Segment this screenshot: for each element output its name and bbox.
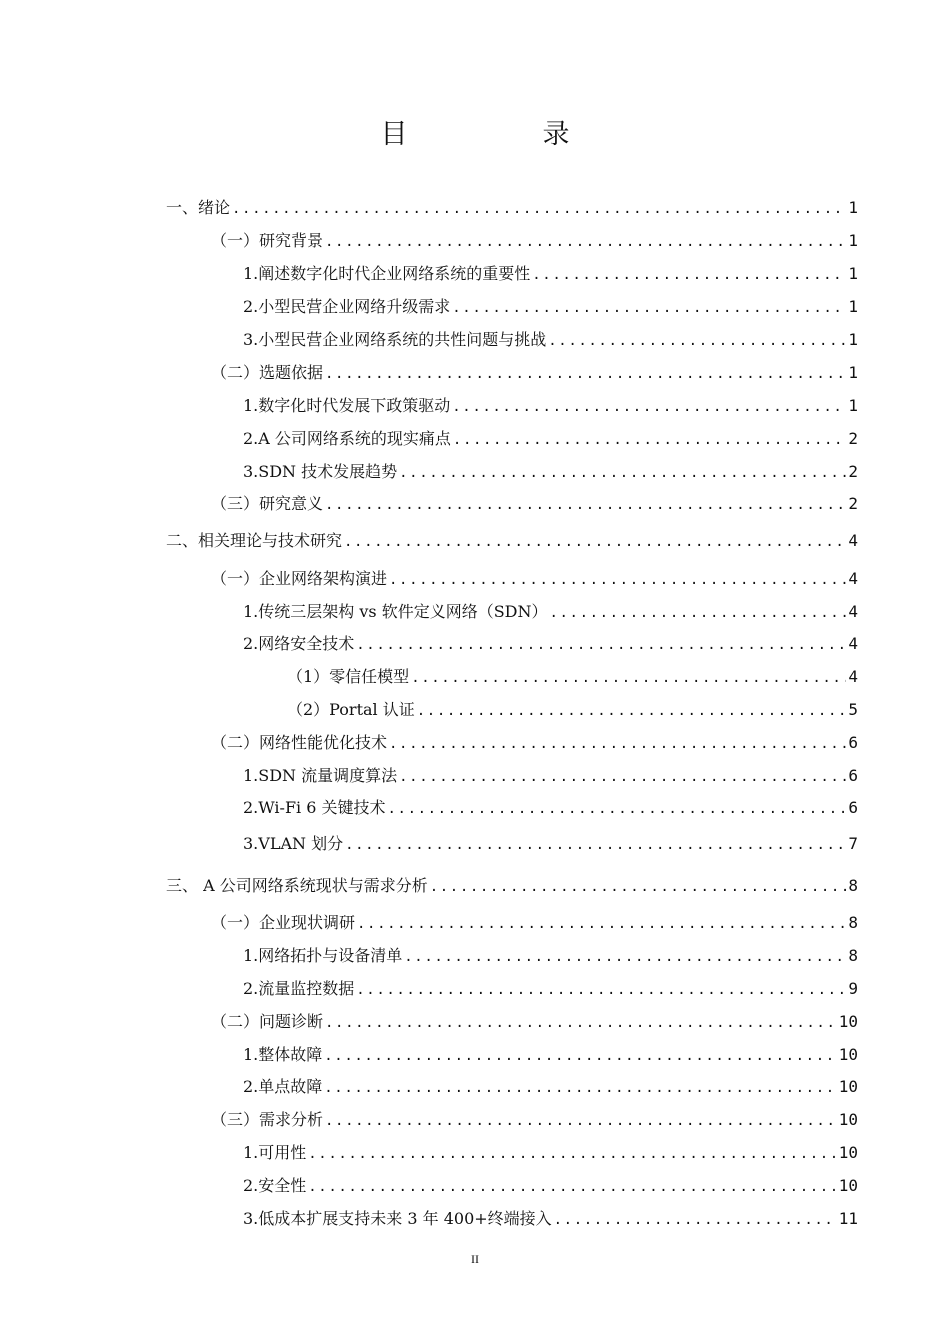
toc-entry-page: 8: [848, 913, 858, 932]
toc-entry[interactable]: [211, 1110, 858, 1131]
toc-entry-page: 1: [848, 297, 858, 316]
toc-entry[interactable]: [243, 1143, 858, 1164]
toc-entry[interactable]: [243, 396, 858, 417]
toc-entry-title: （一）企业网络架构演进: [211, 569, 388, 588]
page-title: 目 录: [380, 119, 624, 150]
toc-entry[interactable]: [166, 876, 858, 897]
toc-leader-dots: [344, 532, 846, 552]
toc-entry-title: （三）需求分析: [211, 1110, 324, 1129]
toc-entry-title: 1.SDN 流量调度算法: [243, 766, 398, 785]
toc-leader-dots: [399, 767, 846, 787]
toc-entry-page: 4: [848, 531, 858, 550]
toc-entry-page: 10: [838, 1012, 858, 1031]
toc-entry-title: （2）Portal 认证: [287, 700, 415, 719]
toc-entry[interactable]: [243, 462, 858, 483]
toc-entry-page: 10: [838, 1110, 858, 1129]
toc-entry[interactable]: [166, 198, 858, 219]
toc-entry[interactable]: [243, 1176, 858, 1197]
toc-entry[interactable]: [243, 297, 858, 318]
toc-entry-title: （三）研究意义: [211, 494, 324, 513]
toc-entry[interactable]: [243, 1045, 858, 1066]
toc-leader-dots: [308, 1177, 836, 1197]
toc-entry-page: 10: [838, 1077, 858, 1096]
toc-leader-dots: [324, 1078, 836, 1098]
toc-entry[interactable]: [287, 667, 858, 688]
toc-leader-dots: [324, 1046, 836, 1066]
toc-entry-page: 10: [838, 1045, 858, 1064]
toc-entry-title: 2.A 公司网络系统的现实痛点: [243, 429, 451, 448]
toc-entry[interactable]: [243, 330, 858, 351]
page-number-footer: II: [471, 1252, 479, 1266]
toc-entry[interactable]: [211, 913, 858, 934]
toc-leader-dots: [325, 495, 846, 515]
toc-entry-page: 8: [848, 876, 858, 895]
toc-entry-title: 1.网络拓扑与设备清单: [243, 946, 403, 965]
toc-leader-dots: [357, 914, 846, 934]
toc-entry[interactable]: [211, 363, 858, 384]
toc-entry-title: （二）问题诊断: [211, 1012, 324, 1031]
toc-entry-title: （一）研究背景: [211, 231, 324, 250]
toc-entry-page: 4: [848, 634, 858, 653]
toc-leader-dots: [430, 877, 847, 897]
toc-entry-page: 10: [838, 1176, 858, 1195]
toc-entry[interactable]: [243, 634, 858, 655]
toc-leader-dots: [399, 463, 846, 483]
toc-entry-title: 三、 A 公司网络系统现状与需求分析: [166, 876, 428, 895]
toc-entry[interactable]: [243, 979, 858, 1000]
toc-entry[interactable]: [243, 946, 858, 967]
toc-entry-page: 1: [848, 264, 858, 283]
toc-leader-dots: [554, 1210, 837, 1230]
toc-entry[interactable]: [243, 602, 858, 623]
toc-entry-page: 6: [848, 798, 858, 817]
toc-entry-title: 3.SDN 技术发展趋势: [243, 462, 398, 481]
toc-entry-page: 11: [838, 1209, 858, 1228]
toc-entry-page: 4: [848, 602, 858, 621]
toc-leader-dots: [417, 701, 847, 721]
toc-leader-dots: [452, 298, 846, 318]
toc-entry[interactable]: [243, 1209, 858, 1230]
toc-entry[interactable]: [287, 700, 858, 721]
toc-entry-title: 一、绪论: [166, 198, 231, 217]
toc-entry-page: 6: [848, 733, 858, 752]
toc-leader-dots: [232, 199, 846, 219]
toc-entry[interactable]: [243, 1077, 858, 1098]
toc-entry[interactable]: [211, 569, 858, 590]
toc-entry-title: 1.数字化时代发展下政策驱动: [243, 396, 451, 415]
toc-entry-page: 1: [848, 363, 858, 382]
toc-entry-title: 3.VLAN 划分: [243, 834, 344, 853]
toc-entry-title: 1.可用性: [243, 1143, 307, 1162]
toc-entry[interactable]: [166, 531, 858, 552]
toc-entry-title: （二）网络性能优化技术: [211, 733, 388, 752]
toc-leader-dots: [325, 232, 846, 252]
toc-entry-title: （一）企业现状调研: [211, 913, 356, 932]
toc-entry-page: 2: [848, 429, 858, 448]
toc-leader-dots: [411, 668, 846, 688]
toc-entry[interactable]: [211, 231, 858, 252]
toc-entry-title: 1.传统三层架构 vs 软件定义网络（SDN）: [243, 602, 548, 621]
toc-entry-page: 1: [848, 231, 858, 250]
toc-leader-dots: [549, 603, 846, 623]
toc-entry-title: 2.流量监控数据: [243, 979, 355, 998]
toc-entry-title: 二、相关理论与技术研究: [166, 531, 343, 550]
toc-entry-page: 4: [848, 667, 858, 686]
toc-entry-page: 2: [848, 494, 858, 513]
toc-entry-page: 4: [848, 569, 858, 588]
toc-entry-title: 2.小型民营企业网络升级需求: [243, 297, 451, 316]
toc-entry-page: 1: [848, 198, 858, 217]
toc-entry-title: 2.单点故障: [243, 1077, 323, 1096]
toc-entry[interactable]: [243, 429, 858, 450]
toc-leader-dots: [356, 635, 846, 655]
toc-leader-dots: [389, 570, 846, 590]
toc-entry-page: 5: [848, 700, 858, 719]
toc-entry[interactable]: [211, 733, 858, 754]
toc-entry-page: 8: [848, 946, 858, 965]
toc-leader-dots: [325, 1013, 837, 1033]
toc-entry-title: 1.阐述数字化时代企业网络系统的重要性: [243, 264, 531, 283]
toc-entry-page: 9: [848, 979, 858, 998]
toc-entry-title: （1）零信任模型: [287, 667, 410, 686]
toc-entry-page: 10: [838, 1143, 858, 1162]
toc-entry[interactable]: [243, 264, 858, 285]
toc-entry[interactable]: [243, 834, 858, 855]
toc-entry-page: 2: [848, 462, 858, 481]
toc-entry-page: 1: [848, 396, 858, 415]
toc-entry-title: 2.安全性: [243, 1176, 307, 1195]
toc-entry[interactable]: [243, 798, 858, 819]
toc-entry[interactable]: [211, 1012, 858, 1033]
toc-leader-dots: [345, 835, 846, 855]
toc-leader-dots: [308, 1144, 836, 1164]
toc-leader-dots: [452, 397, 846, 417]
toc-entry-page: 7: [848, 834, 858, 853]
toc-entry-title: 3.低成本扩展支持未来 3 年 400+终端接入: [243, 1209, 552, 1228]
toc-entry-page: 6: [848, 766, 858, 785]
toc-leader-dots: [548, 331, 846, 351]
toc-entry-title: 3.小型民营企业网络系统的共性问题与挑战: [243, 330, 547, 349]
toc-leader-dots: [389, 734, 846, 754]
toc-entry[interactable]: [243, 766, 858, 787]
toc-entry[interactable]: [211, 494, 858, 515]
toc-entry-title: 2.Wi-Fi 6 关键技术: [243, 798, 386, 817]
toc-entry-title: 1.整体故障: [243, 1045, 323, 1064]
toc-leader-dots: [453, 430, 846, 450]
toc-leader-dots: [404, 947, 846, 967]
toc-leader-dots: [388, 799, 847, 819]
toc-leader-dots: [356, 980, 846, 1000]
toc-leader-dots: [325, 364, 846, 384]
toc-leader-dots: [532, 265, 846, 285]
toc-entry-title: （二）选题依据: [211, 363, 324, 382]
toc-entry-title: 2.网络安全技术: [243, 634, 355, 653]
toc-leader-dots: [325, 1111, 837, 1131]
toc-entry-page: 1: [848, 330, 858, 349]
